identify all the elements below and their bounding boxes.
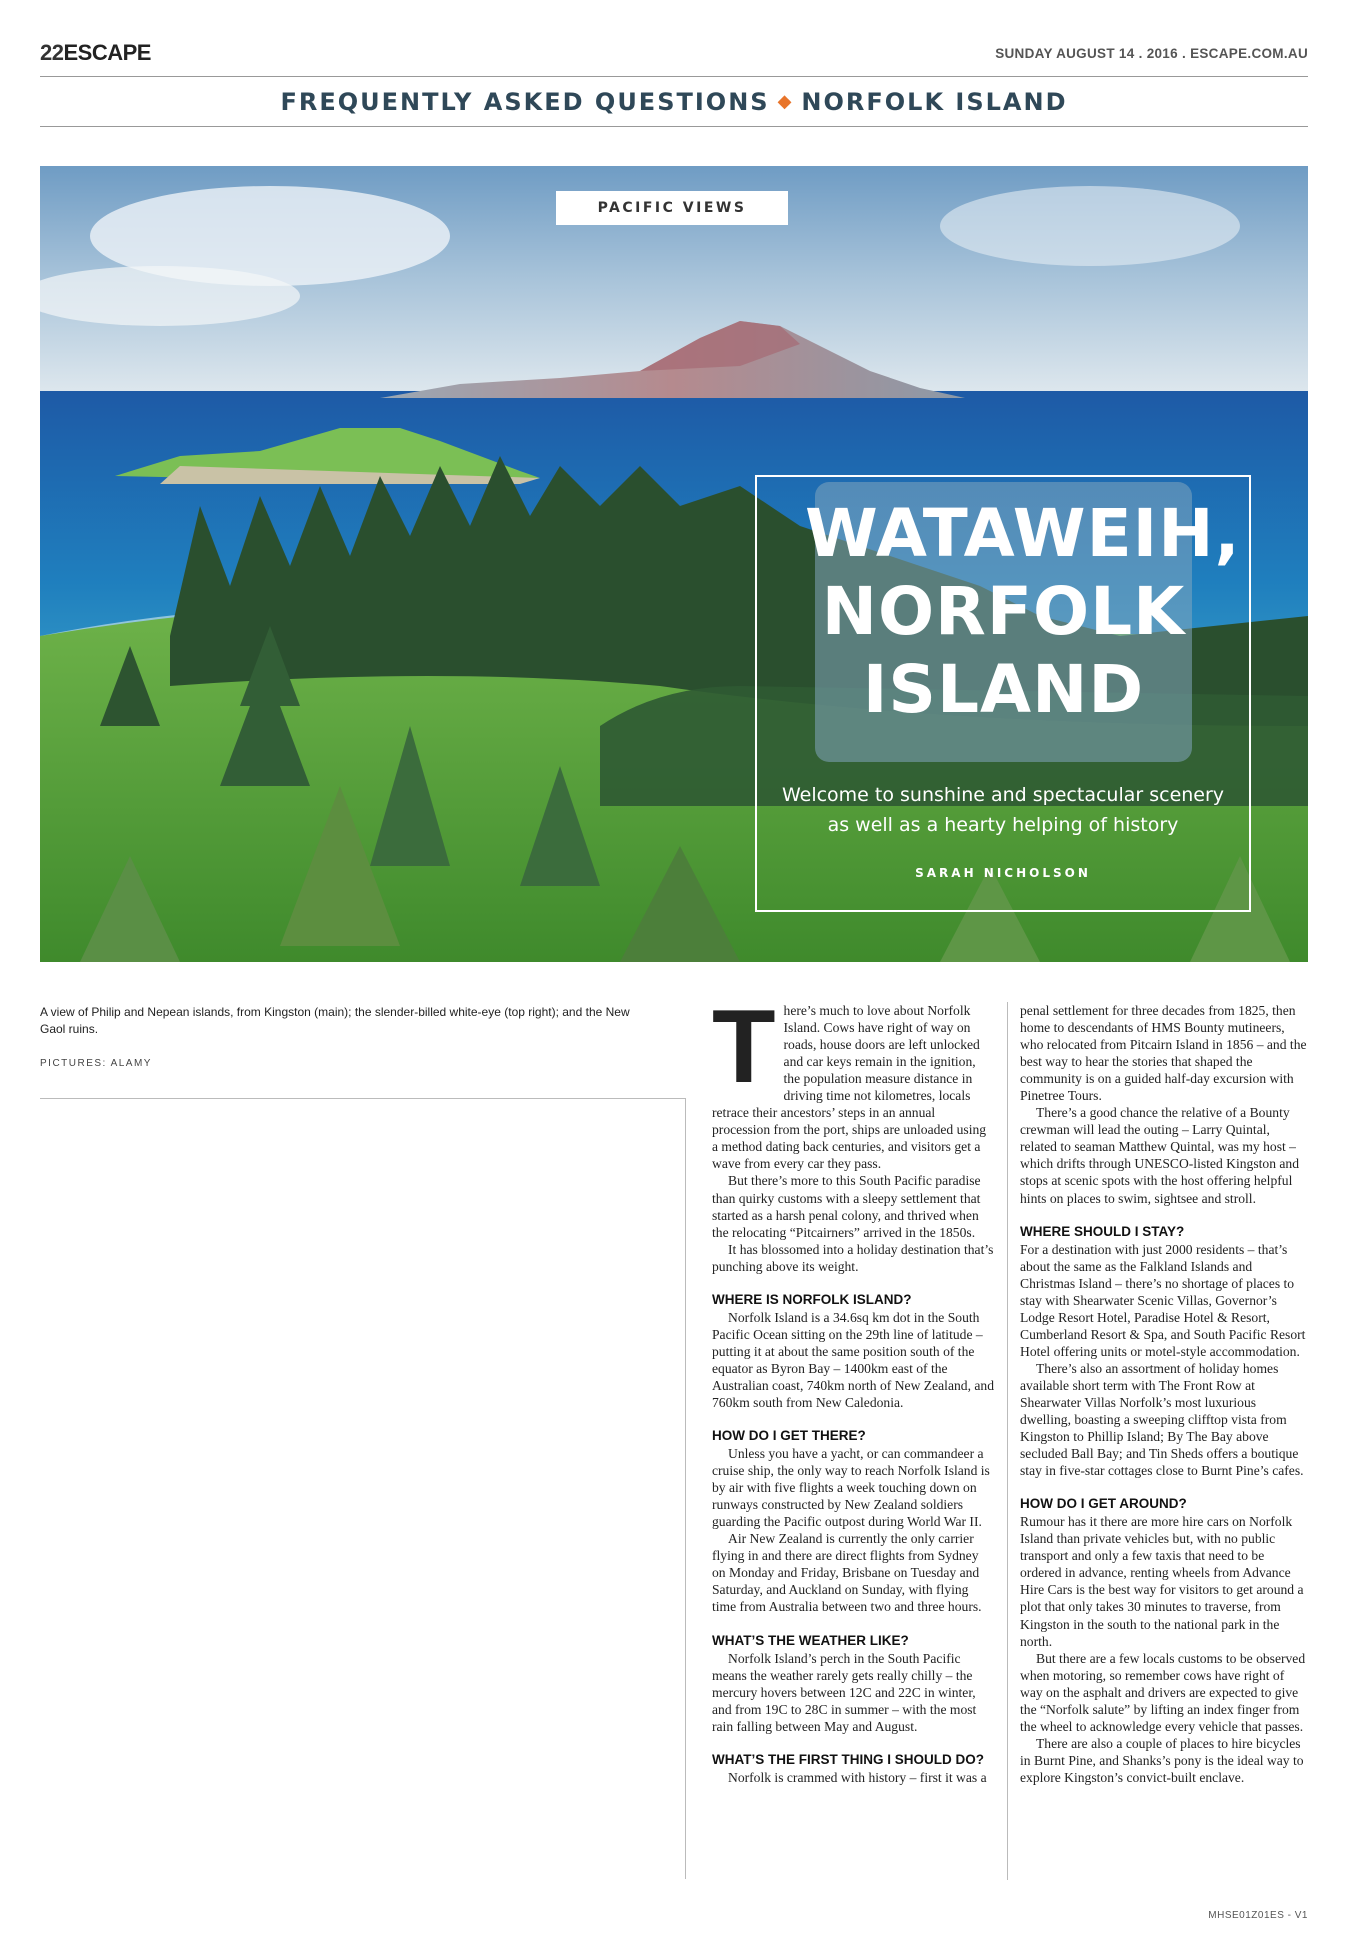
paragraph: There’s also an assortment of holiday homes available short term with The Front Row at Shearwater Villas Norfolk’s most luxurious dwelling, boasting a sweeping clifftop vista from Kingston to Phillip Island; By The Bay above secluded Ball Bay; and Tin Sheds offers a boutique stay in five-star cottages close to Burnt Pine’s cafes. xyxy=(1020,1360,1304,1479)
section-heading: HOW DO I GET THERE? xyxy=(712,1428,866,1444)
empty-panel xyxy=(40,1098,686,1879)
headline-line-1: WATAWEIH, xyxy=(805,495,1241,572)
footer-code: MHSE01Z01ES - V1 xyxy=(1208,1910,1308,1921)
article-column-1 xyxy=(712,989,995,1786)
paragraph: penal settlement for three decades from 1825, then home to descendants of HMS Bounty mutineers, who relocated from Pitcairn Island in 1856 – and the best way to hear the stories that shaped the community is on a guided half-day excursion with Pinetree Tours. xyxy=(1020,1003,1307,1104)
column-rule xyxy=(1007,1002,1008,1880)
paragraph: Rumour has it there are more hire cars on Norfolk Island than private vehicles but, with no public transport and only a few taxis that need to be ordered in advance, renting wheels from Advance Hire Cars is the best way for visitors to get around a plot that only takes 30 minutes to traverse, from Kingston in the south to the national park in the north. xyxy=(1020,1514,1304,1649)
header-rule-bottom xyxy=(40,126,1308,127)
headline xyxy=(805,495,1241,729)
paragraph: But there are a few locals customs to be observed when motoring, so remember cows have right of way on the asphalt and drivers are expected to give the “Norfolk salute” by lifting an index finger from the wheel to acknowledge every vehicle that passes. xyxy=(1020,1650,1306,1734)
section-heading: WHAT’S THE WEATHER LIKE? xyxy=(712,1632,909,1648)
kicker-left: FREQUENTLY ASKED QUESTIONS xyxy=(280,88,770,116)
photo-credit: PICTURES: ALAMY xyxy=(40,1058,152,1069)
headline-line-3: ISLAND xyxy=(862,651,1145,728)
article-column-2 xyxy=(1020,1002,1308,1786)
paragraph: There’s a good chance the relative of a Bounty crewman will lead the outing – Larry Quintal, related to seaman Matthew Quintal, was my host – which drifts through UNESCO-listed Kingston and stops at scenic spots with the host offering helpful hints on places to swim, sightsee and stroll. xyxy=(1020,1105,1300,1206)
page-header-left xyxy=(40,40,151,66)
kicker-title xyxy=(40,88,1308,116)
standfirst: Welcome to sunshine and spectacular scenery as well as a hearty helping of history xyxy=(781,784,1225,836)
header-rule-top xyxy=(40,76,1308,77)
section-heading: WHERE IS NORFOLK ISLAND? xyxy=(712,1291,912,1307)
paragraph: here’s much to love about Norfolk Island. Cows have right of way on roads, house doors are left unlocked and car keys remain in the ignition, the population measure distance in driving time not kilometres, locals retrace their ancestors’ steps in an annual procession from the port, ships are unloaded using a method dating back centuries, and visitors get a wave from every car they pass. xyxy=(712,1003,987,1172)
paragraph: Norfolk is crammed with history – first it was a xyxy=(728,1769,987,1785)
diamond-icon: ◆ xyxy=(777,91,794,112)
kicker-right: NORFOLK ISLAND xyxy=(801,88,1068,116)
section-name: ESCAPE xyxy=(63,40,151,65)
section-tag: PACIFIC VIEWS xyxy=(556,191,788,225)
section-heading: WHERE SHOULD I STAY? xyxy=(1020,1223,1185,1239)
paragraph: Unless you have a yacht, or can commandeer a cruise ship, the only way to reach Norfolk Island is by air with five flights a week touching down on runways constructed by New Zealand soldiers guarding the Pacific outpost during World War II. xyxy=(712,1446,990,1530)
paragraph: Norfolk Island’s perch in the South Pacific means the weather rarely gets really chilly – the mercury hovers between 12C and 22C in winter, and from 19C to 28C in summer – with the most rain falling between May and August. xyxy=(712,1650,977,1734)
paragraph: Norfolk Island is a 34.6sq km dot in the South Pacific Ocean sitting on the 29th line of latitude – putting it at about the same position south of the equator as Byron Bay – 1400km east of the Australian coast, 740km north of New Zealand, and 760km south from New Caledonia. xyxy=(712,1309,994,1410)
byline: SARAH NICHOLSON xyxy=(915,866,1091,880)
paragraph: For a destination with just 2000 residents – that’s about the same as the Falkland Islands and Christmas Island – there’s no shortage of places to stay with Shearwater Scenic Villas, Governor’s Lodge Resort Hotel, Paradise Hotel & Resort, Cumberland Resort & Spa, and South Pacific Resort Hotel offering units or motel-style accommodation. xyxy=(1020,1241,1306,1359)
paragraph: Air New Zealand is currently the only carrier flying in and there are direct flights from Sydney on Monday and Friday, Brisbane on Tuesday and Saturday, and Auckland on Sunday, with flying time from Australia between two and three hours. xyxy=(712,1531,982,1615)
paragraph: There are also a couple of places to hire bicycles in Burnt Pine, and Shanks’s pony is the ideal way to explore Kingston’s convict-built enclave. xyxy=(1020,1735,1304,1785)
paragraph: It has blossomed into a holiday destination that’s punching above its weight. xyxy=(712,1241,994,1274)
headline-line-2: NORFOLK xyxy=(821,573,1186,650)
section-heading: WHAT’S THE FIRST THING I SHOULD DO? xyxy=(712,1751,984,1767)
dateline: SUNDAY AUGUST 14 . 2016 . ESCAPE.COM.AU xyxy=(995,46,1308,61)
dropcap: T xyxy=(712,989,776,1105)
photo-caption: A view of Philip and Nepean islands, from Kingston (main); the slender-billed white-eye (top right); and the New Gaol ruins. xyxy=(40,1005,630,1036)
section-heading: HOW DO I GET AROUND? xyxy=(1020,1496,1187,1512)
paragraph: But there’s more to this South Pacific paradise than quirky customs with a sleepy settlement that started as a harsh penal colony, and thrived when the relocating “Pitcairners” arrived in the 1850s. xyxy=(712,1173,981,1240)
page-number: 22 xyxy=(40,40,64,65)
